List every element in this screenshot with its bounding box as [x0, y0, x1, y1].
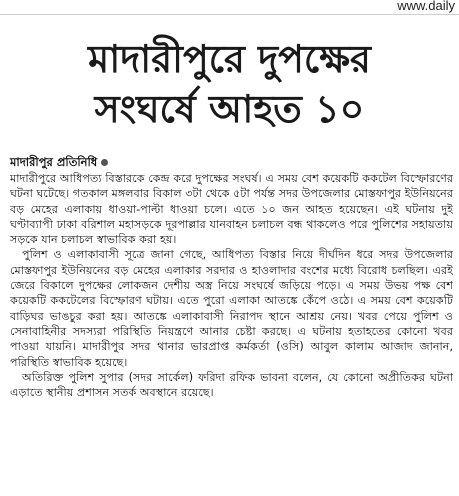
- headline-line-1: মাদারীপুরে দুপক্ষের: [88, 37, 371, 81]
- site-url: www.daily: [397, 0, 455, 13]
- article-body: [10, 171, 453, 400]
- headline: [0, 34, 459, 134]
- paragraph-3: অতিরিক্ত পুলিশ সুপার (সদর সার্কেল) ফরিদা রফিক ভাবনা বলেন, যে কোনো অপ্রীতিকর ঘটনা এড়াতে স্থানীয় প্রশাসন সতর্ক অবস্থানে রয়েছে।: [10, 370, 453, 400]
- headline-line-2: সংঘর্ষে আহত ১০: [94, 87, 365, 131]
- paragraph-1: মাদারীপুরে আধিপত্য বিস্তারকে কেন্দ্র করে দুপক্ষের সংঘর্ষ। এ সময় বেশ কয়েকটি ককটেল বিস্ফোরণের ঘটনা ঘটেছে। গতকাল মঙ্গলবার বিকাল ৩টা থেকে ৫টা পর্যন্ত সদর উপজেলার মোস্তফাপুর ইউনিয়নের বড় মেহের এলাকায় ধাওয়া-পাল্টা ধাওয়া চলে। এতে ১০ জন আহত হয়েছেন। এই ঘটনায় দুই ঘণ্টাব্যাপী ঢাকা বরিশাল মহাসড়কে দূরপাল্লার যানবাহন চলাচল বন্ধ থাকলেও পরে পুলিশের সহায়তায় সড়কে যান চলাচল স্বাভাবিক করা হয়।: [10, 172, 453, 247]
- byline-text: মাদারীপুর প্রতিনিধি: [10, 155, 98, 169]
- top-rule: [0, 0, 459, 15]
- paragraph-2: পুলিশ ও এলাকাবাসী সূত্রে জানা গেছে, আধিপত্য বিস্তার নিয়ে দীর্ঘদিন ধরে সদর উপজেলার মোস্তফাপুর ইউনিয়নের বড় মেহের এলাকার সরদার ও হাওলাদার বংশের মধ্যে বিরোধ চলছিল। এরই জেরে বিকালে দুপক্ষের লোকজন দেশীয় অস্ত্র নিয়ে সংঘর্ষে জড়িয়ে পড়ে। এ সময় উভয় পক্ষ বেশ কয়েকটি ককটেলের বিস্ফোরণ ঘটায়। এতে পুরো এলাকা আতঙ্কে কেঁপে ওঠে। এ সময় বেশ কয়েকটি বাড়িঘর ভাঙচুর করা হয়। আতঙ্কে এলাকাবাসী নিরাপদ স্থানে আশ্রয় নেয়। খবর পেয়ে পুলিশ ও সেনাবাহিনীর সদস্যরা পরিস্থিতি নিয়ন্ত্রণে আনার চেষ্টা করছে। এ ঘটনায় হতাহতের কোনো খবর পাওয়া যায়নি। মাদারীপুর সদর থানার ভারপ্রাপ্ত কর্মকর্তা (ওসি) আবুল কালাম আজাদ জানান, পরিস্থিতি স্বাভাবিক হয়েছে।: [10, 248, 453, 369]
- bullet-icon: [101, 159, 108, 166]
